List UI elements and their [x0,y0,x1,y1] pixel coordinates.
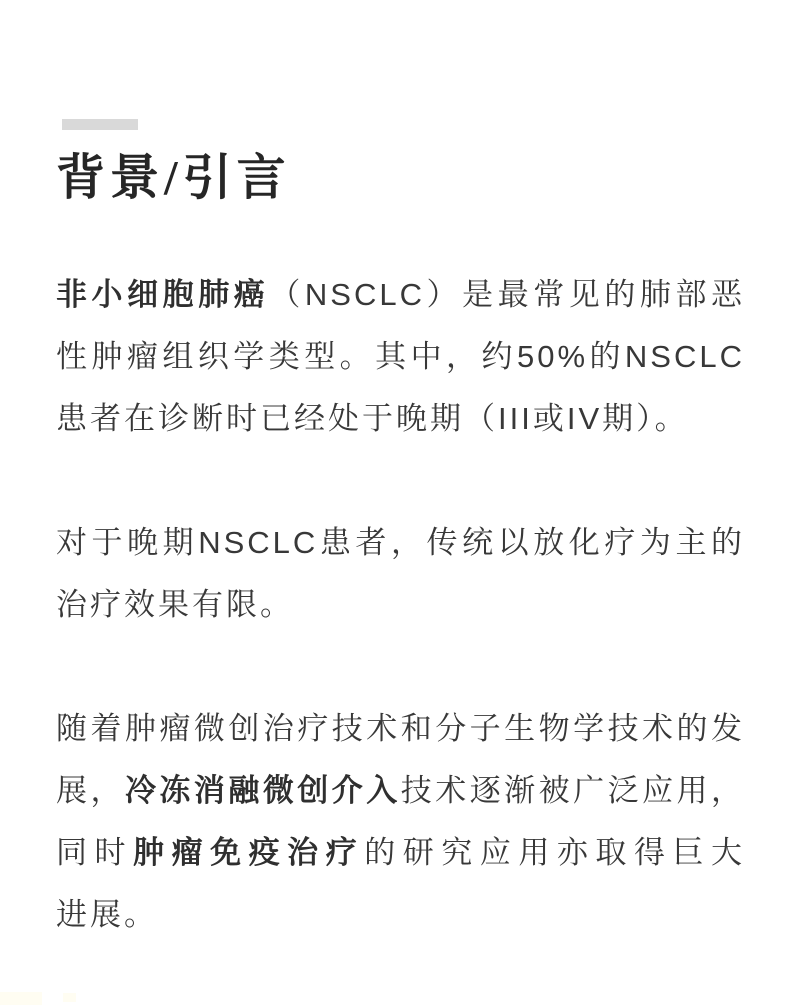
body-text: 随着肿瘤微创治疗技术和分子生物学技术的发 [56,711,745,746]
emphasis-text: 肿瘤免疫治疗 [133,835,365,870]
body-text: （NSCLC）是最常见的肺部恶 [269,277,746,312]
bottom-edge-artifact [63,993,76,1002]
paragraph [56,264,745,450]
section-accent-bar [62,119,138,130]
body-text: 进展。 [56,897,158,932]
text-line [56,760,745,822]
paragraph [56,698,745,946]
text-line [56,326,745,388]
paragraphs [56,264,745,1005]
body-text: 的研究应用亦取得巨大 [364,835,746,870]
text-line [56,388,745,450]
paragraph [56,512,745,636]
body-text: 治疗效果有限。 [56,587,294,622]
body-text: 患者在诊断时已经处于晚期（III或IV期）。 [56,401,689,436]
body-text: 对于晚期NSCLC患者，传统以放化疗为主的 [56,525,745,560]
text-line [56,512,745,574]
body-text: 同时 [56,835,134,870]
body-text: 性肿瘤组织学类型。其中，约50%的NSCLC [56,339,745,374]
body-text: 展， [56,773,125,808]
section-heading: 背景/引言 [56,150,291,205]
emphasis-text: 非小细胞肺癌 [56,277,270,312]
text-line [56,822,745,884]
body-text: 技术逐渐被广泛应用， [400,773,746,808]
bottom-edge-artifact [0,992,42,1005]
text-line [56,884,745,946]
emphasis-text: 冷冻消融微创介入 [124,773,401,808]
text-line [56,574,745,636]
text-line [56,264,745,326]
text-line [56,698,745,760]
